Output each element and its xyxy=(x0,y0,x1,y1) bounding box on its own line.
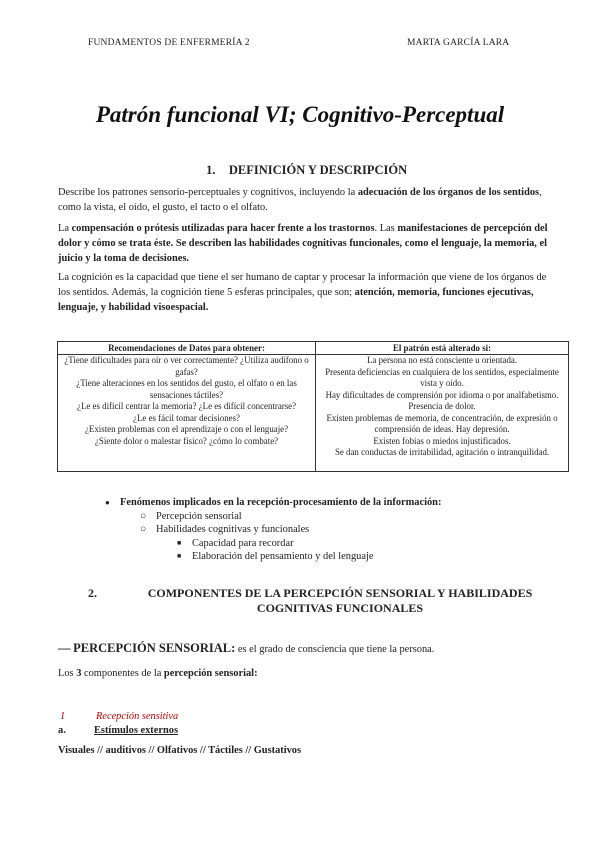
p2-text-b: compensación o prótesis utilizadas para hacer frente a los trastornos xyxy=(71,223,375,234)
table-left-line: ¿Tiene alteraciones en los sentidos del gusto, el olfato o en las sensaciones táctiles? xyxy=(76,378,297,400)
bullet-square-icon: ■ xyxy=(177,538,182,547)
em-dash: — xyxy=(58,641,71,655)
bullet-item xyxy=(104,496,441,510)
bullet-sub2-text: Habilidades cognitivas y funcionales xyxy=(156,524,310,535)
section-2-heading xyxy=(88,586,558,616)
estimulos-number: a. xyxy=(58,725,66,736)
section-1-title: DEFINICIÓN Y DESCRIPCIÓN xyxy=(228,163,408,177)
page-title: Patrón funcional VI; Cognitivo-Perceptual xyxy=(95,102,505,127)
table-left-line: ¿Existen problemas con el aprendizaje o con el lenguaje? xyxy=(84,424,289,434)
p3-text-b: atención, memoria, funciones ejecutivas, lenguaje, y habilidad visoespacial. xyxy=(58,287,534,313)
table-right-line: Hay dificultades de comprensión por idioma o por analfabetismo. xyxy=(325,389,559,400)
table-left-line: ¿Le es difícil centrar la memoria? ¿Le es difícil concentrarse? xyxy=(77,401,297,411)
bullet-square-icon: ■ xyxy=(177,552,182,560)
section-2-title: COMPONENTES DE LA PERCEPCIÓN SENSORIAL Y HABILIDADES COGNITIVAS FUNCIONALES xyxy=(147,586,533,615)
p2-text-d: manifestaciones de percepción del dolor y cómo se trata éste. Se describen las habilidades cognitivas funcionales, como el lenguaje, la memoria, el juicio y la toma de decisiones. xyxy=(58,223,548,264)
p1-text-c: , como la vista, el oído, el gusto, el tacto o el olfato. xyxy=(58,187,542,213)
estimulos-text: Estímulos externos xyxy=(94,725,178,736)
comp-text-c: componentes de la xyxy=(81,668,164,679)
bullet-circle-icon: ○ xyxy=(140,524,147,535)
paragraph-2 xyxy=(58,221,548,266)
bullet-dot-icon: ● xyxy=(105,498,110,507)
table-right-line: Existen problemas de memoria, de concentración, de expresión o comprensión de ideas. Hay depresión. xyxy=(326,412,558,434)
percepcion-text: es el grado de consciencia que tiene la persona. xyxy=(235,644,435,655)
table-right-line: La persona no está consciente u orientada. xyxy=(366,355,518,365)
paragraph-1 xyxy=(58,185,548,215)
bullet-item xyxy=(104,537,441,551)
comp-text-d: percepción sensorial: xyxy=(163,668,258,679)
recepcion-text: Recepción sensitiva xyxy=(96,711,179,722)
bullet-sub1-text: Percepción sensorial xyxy=(156,510,242,522)
table-right-line: Presencia de dolor. xyxy=(408,401,476,411)
table-left-line: ¿Le es fácil tomar decisiones? xyxy=(133,412,240,423)
p3-text-a: La cognición es la capacidad que tiene el ser humano de captar y procesar la información que viene de los órganos de los sentidos. Además, la cognición tiene 5 esferas principales, que son; xyxy=(58,272,547,298)
stimulus-types: Visuales // auditivos // Olfativos // Táctiles // Gustativos xyxy=(58,745,302,756)
bullet-sub2a-text: Capacidad para recordar xyxy=(192,537,294,549)
bullet-sub2b-text: Elaboración del pensamiento y del lenguaje xyxy=(192,551,374,562)
section-2-number: 2. xyxy=(88,586,97,600)
bullet-item xyxy=(104,523,441,537)
comp-text-a: Los xyxy=(58,668,77,679)
percepcion-label: PERCEPCIÓN SENSORIAL: xyxy=(73,641,236,655)
header-left: FUNDAMENTOS DE ENFERMERÍA 2 xyxy=(88,38,250,48)
table-right-line: Existen fobias o miedos injustificados. xyxy=(373,435,511,446)
comp-text-b: 3 xyxy=(76,668,82,679)
bullet-item xyxy=(104,510,441,524)
section-1-number: 1. xyxy=(206,163,216,177)
bullet-main-text: Fenómenos implicados en la recepción-procesamiento de la información: xyxy=(120,497,442,508)
table-right-line: Se dan conductas de irritabilidad, agitación o intranquilidad. xyxy=(334,447,550,457)
p2-text-c: . Las xyxy=(374,223,398,234)
p1-text-b: adecuación de los órganos de los sentidos xyxy=(357,187,540,198)
table-right-line: Presenta deficiencias en cualquiera de los sentidos, especialmente vista y oído. xyxy=(325,366,559,388)
table-header-recommendations: Recomendaciones de Datos para obtener: xyxy=(58,342,316,355)
data-table xyxy=(57,341,569,472)
table-left-line: ¿Tiene dificultades para oír o ver correctamente? ¿Utiliza audífono o gafas? xyxy=(64,355,309,377)
bullet-item xyxy=(104,550,441,564)
recepcion-heading xyxy=(58,711,178,722)
table-left-line: ¿Siente dolor o malestar físico? ¿cómo lo combate? xyxy=(94,435,279,446)
table-cell-right xyxy=(316,355,569,472)
componentes-line xyxy=(58,668,258,679)
recepcion-number: 1 xyxy=(60,711,66,722)
paragraph-3 xyxy=(58,270,548,315)
header-right: MARTA GARCÍA LARA xyxy=(407,38,510,48)
percepcion-sensorial-line xyxy=(58,641,434,656)
bullet-circle-icon: ○ xyxy=(140,510,147,522)
table-header-altered: El patrón está alterado si: xyxy=(316,342,569,355)
p2-text-a: La xyxy=(58,223,72,234)
table-cell-left xyxy=(58,355,316,472)
section-1-heading xyxy=(0,163,600,178)
p1-text-a: Describe los patrones sensorio-perceptuales y cognitivos, incluyendo la xyxy=(58,187,358,198)
estimulos-heading xyxy=(58,725,178,736)
bullet-list xyxy=(104,496,441,564)
